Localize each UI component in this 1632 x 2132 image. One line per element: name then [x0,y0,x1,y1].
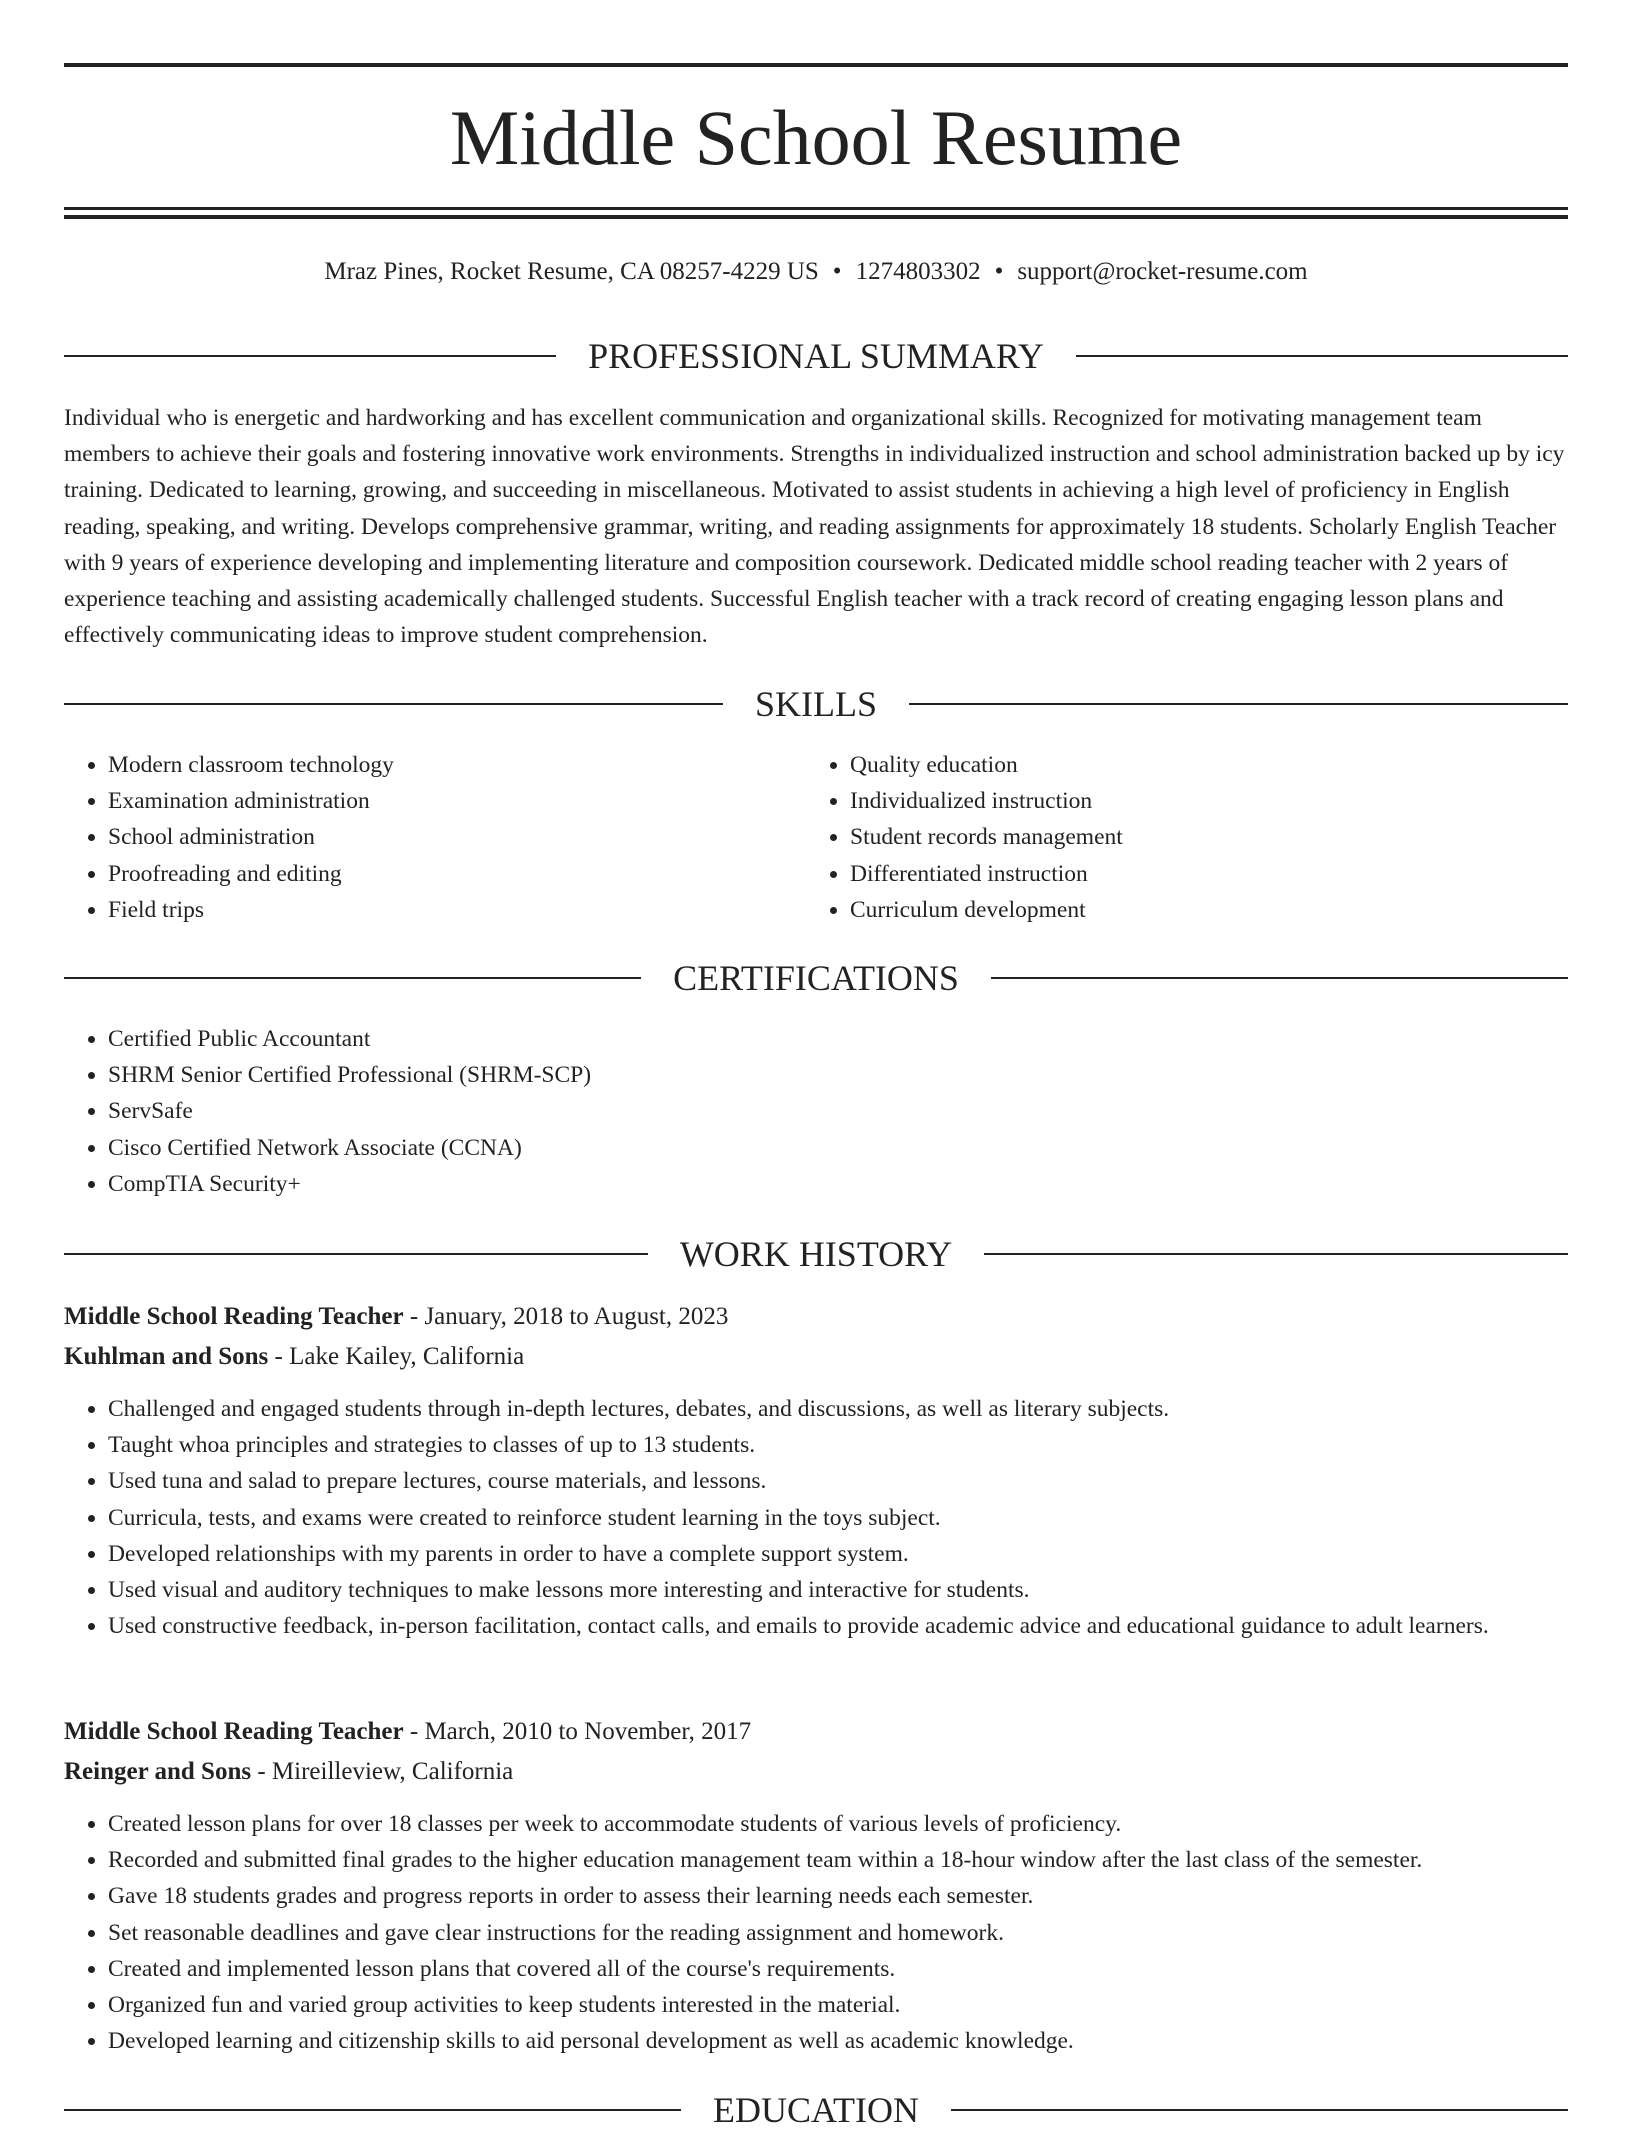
section-rule [991,977,1568,979]
contact-address: Mraz Pines, Rocket Resume, CA 08257-4229 US [324,258,819,285]
section-title: WORK HISTORY [679,1234,953,1274]
certifications-list [64,1021,1568,1202]
section-title: EDUCATION [713,2090,919,2130]
job-bullet: • Created lesson plans for over 18 classes per week to accommodate students of various levels of proficiency. [108,1806,1568,1842]
job-employer-line [64,1754,1568,1790]
job-location: - Mireilleview, California [251,1758,514,1785]
certification-item: • CompTIA Security+ [108,1166,1568,1202]
section-header-work-history [64,1232,1568,1276]
section-rule [951,2109,1568,2111]
skill-item: • School administration [108,819,784,855]
job-bullets [64,1806,1568,2059]
skill-item: • Individualized instruction [850,783,1566,819]
section-header-certifications [64,956,1568,1000]
job-company: Reinger and Sons [64,1758,252,1785]
section-rule [984,1253,1568,1255]
job-dates: - January, 2018 to August, 2023 [403,1303,729,1330]
top-rule [64,63,1568,67]
job-bullet: • Organized fun and varied group activities to keep students interested in the material. [108,1987,1568,2023]
contact-separator: • [832,258,842,285]
section-header-education [64,2088,1568,2132]
section-title: SKILLS [755,684,878,724]
job-bullet: • Developed learning and citizenship skills to aid personal development as well as academic knowledge. [108,2023,1568,2059]
skills-column-left [64,747,784,928]
section-rule [64,355,556,357]
certification-item: • ServSafe [108,1093,1568,1129]
skill-item: • Examination administration [108,783,784,819]
job-location: - Lake Kailey, California [268,1343,525,1370]
job-bullet: • Recorded and submitted final grades to the higher education management team within a 18-hour window after the last class of the semester. [108,1842,1568,1878]
job-bullet: • Curricula, tests, and exams were created to reinforce student learning in the toys subject. [108,1500,1568,1536]
section-header-summary [64,334,1568,378]
skill-item: • Differentiated instruction [850,856,1566,892]
contact-phone: 1274803302 [855,258,981,285]
job-employer-line [64,1339,1568,1375]
job-title: Middle School Reading Teacher [64,1303,404,1330]
certification-item: • Cisco Certified Network Associate (CCNA) [108,1130,1568,1166]
skills-column-right [806,747,1566,928]
summary-text: Individual who is energetic and hardworking and has excellent communication and organizational skills. Recognized for motivating management team members to achieve their goals and fostering innovative work environments. Strengths in individualized instruction and school administration backed up by icy training. Dedicated to learning, growing, and succeeding in miscellaneous. Motivated to assist students in achieving a high level of proficiency in English reading, speaking, and writing. Develops comprehensive grammar, writing, and reading assignments for approximately 18 students. Scholarly English Teacher with 9 years of experience developing and implementing literature and composition coursework. Dedicated middle school reading teacher with 2 years of experience teaching and assisting academically challenged students. Successful English teacher with a track record of creating engaging lesson plans and effectively communicating ideas to improve student comprehension. [64,405,1565,649]
skill-item: • Modern classroom technology [108,747,784,783]
job-title-line [64,1714,1568,1750]
job-bullet: • Taught whoa principles and strategies to classes of up to 13 students. [108,1427,1568,1463]
job-company: Kuhlman and Sons [64,1343,269,1370]
section-title: PROFESSIONAL SUMMARY [588,336,1044,376]
resume-title: Middle School Resume [449,94,1183,181]
job-bullet: • Developed relationships with my parents in order to have a complete support system. [108,1536,1568,1572]
certification-item: • SHRM Senior Certified Professional (SHRM-SCP) [108,1057,1568,1093]
job-bullets [64,1391,1568,1644]
contact-separator: • [994,258,1004,285]
section-rule [64,2109,681,2111]
contact-line [64,255,1568,289]
title-rule-upper [64,207,1568,210]
skill-item: • Field trips [108,892,784,928]
job-bullet: • Gave 18 students grades and progress reports in order to assess their learning needs each semester. [108,1878,1568,1914]
section-rule [64,1253,648,1255]
section-rule [909,703,1568,705]
job-bullet: • Challenged and engaged students through in-depth lectures, debates, and discussions, as well as literary subjects. [108,1391,1568,1427]
section-header-skills [64,682,1568,726]
skill-item: • Curriculum development [850,892,1566,928]
job-bullet: • Used visual and auditory techniques to make lessons more interesting and interactive for students. [108,1572,1568,1608]
section-rule [64,977,641,979]
section-rule [1076,355,1568,357]
job-bullet: • Used tuna and salad to prepare lectures, course materials, and lessons. [108,1463,1568,1499]
skill-item: • Student records management [850,819,1566,855]
job-title-line [64,1299,1568,1335]
job-dates: - March, 2010 to November, 2017 [403,1718,752,1745]
contact-email: support@rocket-resume.com [1017,258,1308,285]
section-title: CERTIFICATIONS [673,958,959,998]
skill-item: • Proofreading and editing [108,856,784,892]
job-bullet: • Used constructive feedback, in-person facilitation, contact calls, and emails to provide academic advice and educational guidance to adult learners. [108,1608,1568,1644]
job-bullet: • Created and implemented lesson plans that covered all of the course's requirements. [108,1951,1568,1987]
section-rule [64,703,723,705]
job-bullet: • Set reasonable deadlines and gave clear instructions for the reading assignment and homework. [108,1915,1568,1951]
certification-item: • Certified Public Accountant [108,1021,1568,1057]
job-title: Middle School Reading Teacher [64,1718,404,1745]
skill-item: • Quality education [850,747,1566,783]
title-rule-lower [64,215,1568,219]
